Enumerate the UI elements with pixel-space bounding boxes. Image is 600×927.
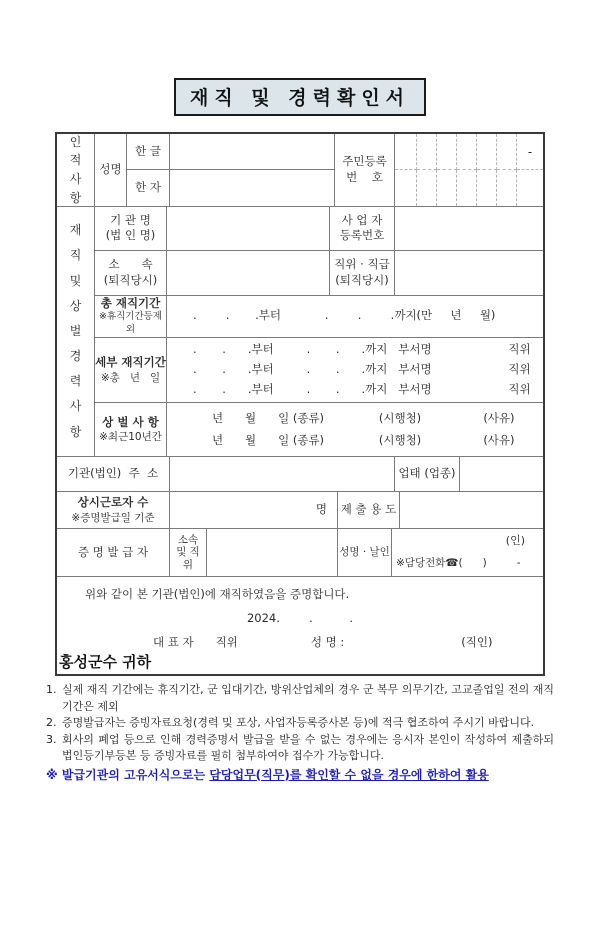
footnote-text: 증명발급자는 증빙자료요청(경력 및 포상, 사업자등록증사본 등)에 적극 협조하여 주시기 바랍니다. [62, 716, 535, 729]
hanja-label-cell [127, 170, 170, 206]
org-name-field [167, 207, 330, 250]
detail-period-row: . . .부터 . . .까지 부서명 직위 [193, 382, 531, 397]
form-table [55, 132, 545, 676]
biz-reg-label-line1: 사 업 자 [341, 212, 383, 227]
total-period-label: 총 재직기간 [100, 295, 161, 310]
detail-period-note: ※총 년 일 [100, 371, 161, 384]
footnote-number: 1. [46, 683, 57, 696]
personal-section-label-cell [57, 134, 95, 206]
contact-phone: ※담당전화☎( ) - [396, 556, 521, 569]
rrn-hyphen-cell [517, 134, 543, 170]
issuer-sign-label-cell [338, 529, 392, 576]
career-section-row [57, 207, 543, 457]
dept-label-cell [95, 251, 167, 295]
purpose-field [400, 492, 543, 528]
award-row: 년 월 일 (종류) (시행청) (사유) [212, 410, 515, 425]
personal-section-label: 인적사항 [69, 134, 82, 205]
total-period-field [167, 296, 543, 337]
position-field [395, 251, 543, 295]
statement-cell [57, 577, 543, 674]
org-name-label-line1: 기 관 명 [110, 212, 151, 227]
footnotes [46, 682, 554, 784]
issuer-sign-label: 성명 · 날인 [339, 546, 390, 559]
position-label-line1: 직위 · 직급 [334, 257, 390, 272]
biz-type-label-cell [395, 457, 460, 491]
position-label-line2: (퇴직당시) [335, 272, 389, 287]
footnote-1 [46, 682, 554, 715]
form-title: 재직 및 경력확인서 [174, 78, 426, 116]
rrn-digit-cell [417, 170, 437, 206]
footnote-text: 회사의 폐업 등으로 인해 경력증명서 발급을 받을 수 없는 경우에는 응시자 본인이 작성하여 제출하되 법인등기부등본 등 증빙자료를 필히 첨부하여야 접수가 가능합니다. [62, 732, 554, 762]
name-label: 성명 [99, 162, 122, 177]
hanja-name-field [170, 170, 334, 206]
usage-notice [46, 766, 554, 784]
recipient: 홍성군수 귀하 [59, 653, 152, 671]
footnote-number: 3. [46, 732, 57, 746]
issuer-dept-label: 소속 및 직위 [176, 533, 200, 571]
issuer-dept-label-cell [170, 529, 207, 576]
career-section-label: 재직및상벌경력사항 [69, 223, 82, 439]
issuer-row [57, 529, 543, 577]
org-name-label-cell [95, 207, 167, 250]
rrn-digit-cell [477, 170, 497, 206]
award-note: ※최근10년간 [99, 431, 162, 444]
position-label-cell [330, 251, 395, 295]
footnote-number: 2. [46, 716, 57, 729]
notice-marker: ※ [46, 767, 58, 782]
biz-reg-label-line2: 등록번호 [339, 228, 385, 243]
rrn-digit-cell [457, 170, 477, 206]
detail-period-field [167, 338, 543, 403]
issue-date: 2024. . . [246, 611, 354, 625]
biz-reg-label-cell [330, 207, 395, 250]
name-label-cell [95, 134, 127, 206]
rrn-digit-grid [395, 134, 543, 206]
rrn-digit-cell [395, 134, 417, 170]
issuer-seal-cell [392, 529, 543, 576]
workers-note: ※증명발급일 기준 [71, 511, 155, 524]
biz-type-field [460, 457, 543, 491]
rrn-digit-cell [517, 170, 543, 206]
address-field [170, 457, 395, 491]
address-row [57, 457, 543, 492]
hangul-label-cell [127, 134, 170, 169]
name-fields [127, 134, 335, 206]
footnote-2 [46, 715, 554, 732]
award-label: 상 벌 사 항 [102, 414, 159, 429]
rrn-label-line1: 주민등록 [342, 154, 387, 169]
rrn-digit-cell [497, 170, 517, 206]
rrn-hyphen: - [527, 144, 533, 159]
address-label: 기관(법인) 주 소 [67, 466, 159, 481]
total-period-note: ※휴직기간등제외 [98, 311, 163, 335]
notice-prefix: 발급기관의 고유서식으로는 [57, 767, 210, 782]
address-label-cell [57, 457, 170, 491]
statement-row [57, 577, 543, 674]
rrn-digit-cell [437, 134, 457, 170]
rrn-digit-cell [417, 134, 437, 170]
biz-reg-field [395, 207, 543, 250]
award-field [167, 403, 543, 456]
rrn-digit-cell [437, 170, 457, 206]
biz-type-label: 업태 (업종) [398, 466, 456, 481]
rrn-digit-cell [497, 134, 517, 170]
award-label-cell [95, 403, 167, 456]
rrn-digit-cell [457, 134, 477, 170]
workers-label: 상시근로자 수 [77, 495, 149, 510]
rrn-label-cell [335, 134, 395, 206]
issuer-label: 증 명 발 급 자 [77, 544, 149, 559]
org-name-label-line2: (법 인 명) [105, 228, 156, 243]
career-fields [95, 207, 543, 456]
dept-label-line2: (퇴직당시) [103, 272, 158, 287]
rrn-label-line2: 번 호 [346, 170, 383, 184]
career-section-label-cell [57, 207, 95, 456]
hanja-label: 한 자 [135, 180, 161, 194]
workers-label-cell [57, 492, 170, 528]
total-period-label-cell [95, 296, 167, 337]
purpose-label: 제 출 용 도 [340, 502, 397, 517]
workers-unit: 명 [315, 502, 327, 517]
rrn-digit-cell [395, 170, 417, 206]
notice-underlined-text: 담당업무(직무)를 확인할 수 없을 경우에 한하여 활용 [209, 767, 489, 782]
rrn-digit-cell [477, 134, 497, 170]
total-period-value: . . .부터 . . .까지(만 년 월) [193, 308, 496, 323]
detail-period-label-cell [95, 338, 167, 403]
dept-field [167, 251, 330, 295]
footnote-text: 실제 재직 기간에는 휴직기간, 군 입대기간, 방위산업체의 경우 군 복무 의무기간, 고교졸업일 전의 재직기간은 제외 [62, 683, 554, 713]
workers-count-field [170, 492, 338, 528]
issuer-label-cell [57, 529, 170, 576]
hangul-name-field [170, 134, 334, 169]
footnote-3 [46, 732, 554, 765]
dept-label-line1: 소 속 [108, 257, 153, 272]
purpose-label-cell [338, 492, 400, 528]
award-row: 년 월 일 (종류) (시행청) (사유) [212, 433, 515, 448]
seal-mark: (인) [505, 534, 525, 547]
certify-statement: 위와 같이 본 기관(법인)에 재직하였음을 증명합니다. [85, 587, 350, 601]
personal-info-row [57, 134, 543, 207]
issuer-dept-field [207, 529, 338, 576]
detail-period-row: . . .부터 . . .까지 부서명 직위 [193, 362, 531, 377]
representative-line: 대 표 자 직위 성 명 : (직인) [153, 635, 493, 649]
hangul-label: 한 글 [135, 143, 161, 158]
detail-period-label: 세부 재직기간 [95, 355, 166, 370]
workers-row [57, 492, 543, 529]
detail-period-row: . . .부터 . . .까지 부서명 직위 [193, 342, 531, 357]
